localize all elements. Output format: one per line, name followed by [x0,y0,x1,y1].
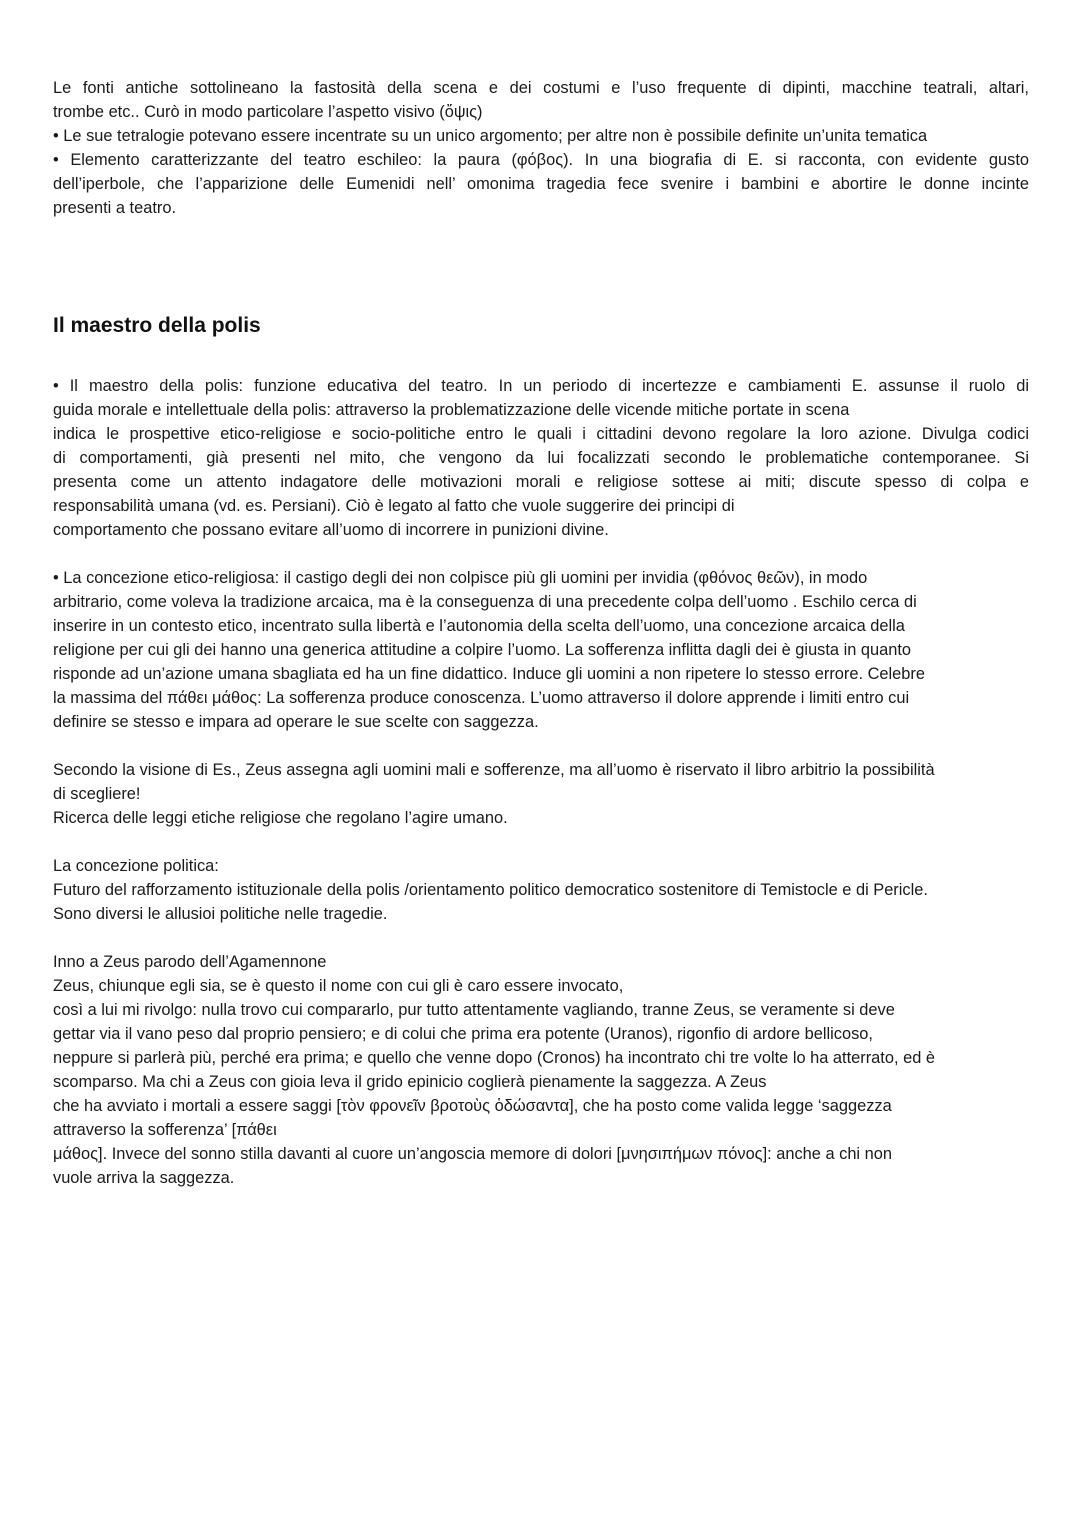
text-line: di scegliere! [53,785,141,803]
paragraph-inno-zeus [53,950,1029,1190]
text-line: • La concezione etico-religiosa: il castigo degli dei non colpisce più gli uomini per invidia (φθόνος θεῶν), in modo [53,569,868,587]
paragraph-visione-zeus [53,758,1029,830]
text-line: vuole arriva la saggezza. [53,1169,235,1187]
text-line: presenti a teatro. [53,199,177,217]
text-line: così a lui mi rivolgo: nulla trovo cui compararlo, pur tutto attentamente vagliando, tranne Zeus, se veramente si deve [53,1001,895,1019]
text-line: μάθος]. Invece del sonno stilla davanti al cuore un’angoscia memore di dolori [μνησιπήμων πόνος]: anche a chi non [53,1145,892,1163]
section-heading: Il maestro della polis [53,314,261,337]
text-line: scomparso. Ma chi a Zeus con gioia leva il grido epinicio coglierà pienamente la saggezza. A Zeus [53,1073,767,1091]
text-line: che ha avviato i mortali a essere saggi [τὸν φρονεῖν βροτοὺς ὁδώσαντα], che ha posto come valida legge ‘saggezza [53,1097,892,1115]
text-line: Inno a Zeus parodo dell’Agamennone [53,953,327,971]
text-line: responsabilità umana (vd. es. Persiani). Ciò è legato al fatto che vuole suggerire dei principi di [53,497,735,515]
text-line: comportamento che possano evitare all’uomo di incorrere in punizioni divine. [53,521,609,539]
bullet-tetralogie: • Le sue tetralogie potevano essere incentrate su un unico argomento; per altre non è possibile definite un’unita tematica [53,127,928,145]
document-page [53,76,1029,1190]
text-line: La concezione politica: [53,857,219,875]
text-line: risponde ad un’azione umana sbagliata ed ha un fine didattico. Induce gli uomini a non ripetere lo stesso errore. Celebre [53,665,925,683]
text-line: dell’iperbole, che l’apparizione delle Eumenidi nell’ omonima tragedia fece svenire i bambini e abortire le donne incinte [53,175,1029,193]
text-line: Zeus, chiunque egli sia, se è questo il nome con cui gli è caro essere invocato, [53,977,624,995]
text-line: Sono diversi le allusioi politiche nelle tragedie. [53,905,388,923]
text-line: definire se stesso e impara ad operare le sue scelte con saggezza. [53,713,539,731]
text-line: Le fonti antiche sottolineano la fastosità della scena e dei costumi e l’uso frequente di dipinti, macchine teatrali, altari, [53,79,1029,97]
text-line: attraverso la sofferenza’ [πάθει [53,1121,277,1139]
text-line: religione per cui gli dei hanno una generica attitudine a colpire l’uomo. La sofferenza inflitta dagli dei è giusta in quanto [53,641,912,659]
text-line: Secondo la visione di Es., Zeus assegna agli uomini mali e sofferenze, ma all’uomo è riservato il libro arbitrio la possibilità [53,761,935,779]
text-line: indica le prospettive etico-religiose e socio-politiche entro le quali i cittadini devono regolare la loro azione. Divulga codici [53,425,1029,443]
text-line: gettar via il vano peso dal proprio pensiero; e di colui che prima era potente (Uranos), rigonfio di ardore bellicoso, [53,1025,873,1043]
text-line: presenta come un attento indagatore delle motivazioni morali e religiose sottese ai miti; discute spesso di colpa e [53,473,1029,491]
paragraph-maestro-polis [53,374,1029,542]
text-line: di comportamenti, già presenti nel mito, che vengono da lui focalizzati secondo le problematiche contemporanee. Si [53,449,1029,467]
text-line: guida morale e intellettuale della polis: attraverso la problematizzazione delle vicende mitiche portate in scena [53,401,850,419]
text-line: arbitrario, come voleva la tradizione arcaica, ma è la conseguenza di una precedente colpa dell’uomo . Eschilo cerca di [53,593,917,611]
intro-paragraph [53,76,1029,220]
text-line: neppure si parlerà più, perché era prima; e quello che venne dopo (Cronos) ha incontrato chi tre volte lo ha atterrato, ed è [53,1049,935,1067]
text-line: inserire in un contesto etico, incentrato sulla libertà e l’autonomia della scelta dell’uomo, una concezione arcaica della [53,617,905,635]
text-line: Ricerca delle leggi etiche religiose che regolano l’agire umano. [53,809,508,827]
text-line: trombe etc.. Curò in modo particolare l’aspetto visivo (ὄψις) [53,103,483,121]
text-line: la massima del πάθει μάθος: La sofferenza produce conoscenza. L’uomo attraverso il dolore apprende i limiti entro cui [53,689,910,707]
text-line: • Elemento caratterizzante del teatro eschileo: la paura (φόβος). In una biografia di E. si racconta, con evidente gusto [53,151,1029,169]
paragraph-concezione-etico-religiosa [53,566,1029,734]
text-line: Futuro del rafforzamento istituzionale della polis /orientamento politico democratico sostenitore di Temistocle e di Pericle. [53,881,928,899]
text-line: • Il maestro della polis: funzione educativa del teatro. In un periodo di incertezze e cambiamenti E. assunse il ruolo di [53,377,1029,395]
paragraph-concezione-politica [53,854,1029,926]
